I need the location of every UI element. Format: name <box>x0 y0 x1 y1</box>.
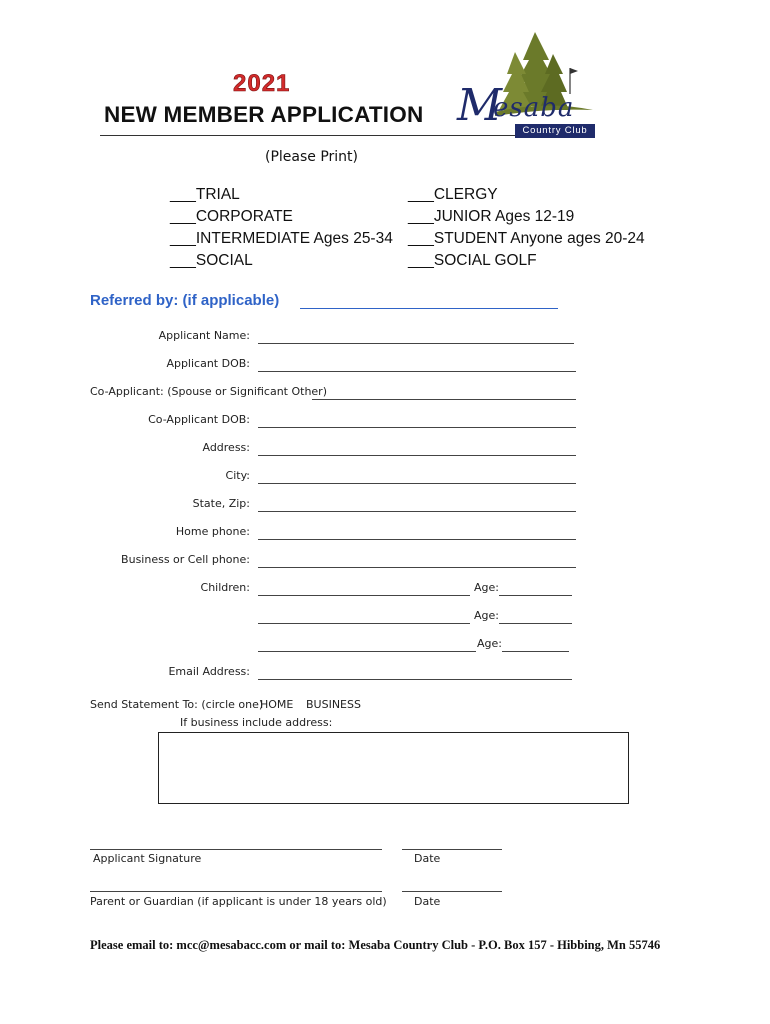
child-age-label-2: Age: <box>474 609 499 622</box>
business-phone-label: Business or Cell phone: <box>121 553 250 566</box>
option-trial[interactable]: ___TRIAL <box>170 186 240 203</box>
address-field[interactable] <box>258 455 576 456</box>
applicant-signature-field[interactable] <box>90 849 382 850</box>
applicant-name-field[interactable] <box>258 343 574 344</box>
home-phone-label: Home phone: <box>175 525 250 538</box>
form-title: NEW MEMBER APPLICATION <box>104 102 424 127</box>
business-address-box[interactable] <box>158 732 629 804</box>
option-intermediate[interactable]: ___INTERMEDIATE Ages 25-34 <box>170 230 393 247</box>
statement-business-option[interactable]: BUSINESS <box>306 698 361 711</box>
form-year: 2021 <box>233 70 291 97</box>
co-applicant-label: Co-Applicant: (Spouse or Significant Other) <box>90 385 327 398</box>
svg-text:M: M <box>457 80 503 131</box>
business-address-note: If business include address: <box>180 716 333 729</box>
guardian-date-label: Date <box>414 895 441 908</box>
child-age-field-1[interactable] <box>499 595 572 596</box>
child-name-field-2[interactable] <box>258 623 470 624</box>
option-social[interactable]: ___SOCIAL <box>170 252 253 269</box>
child-name-field-3[interactable] <box>258 651 476 652</box>
option-student[interactable]: ___STUDENT Anyone ages 20-24 <box>408 230 645 247</box>
mesaba-logo <box>455 30 595 140</box>
state-zip-field[interactable] <box>258 511 576 512</box>
child-age-label-3: Age: <box>477 637 502 650</box>
guardian-signature-label: Parent or Guardian (if applicant is under 18 years old) <box>90 895 387 908</box>
guardian-date-field[interactable] <box>402 891 502 892</box>
applicant-date-field[interactable] <box>402 849 502 850</box>
applicant-name-label: Applicant Name: <box>158 329 250 342</box>
option-clergy[interactable]: ___CLERGY <box>408 186 498 203</box>
referred-by-label: Referred by: (if applicable) <box>90 292 280 309</box>
send-statement-label: Send Statement To: (circle one) <box>90 698 264 711</box>
address-label: Address: <box>202 441 250 454</box>
please-print-note: (Please Print) <box>265 149 359 165</box>
statement-home-option[interactable]: HOME <box>260 698 294 711</box>
applicant-dob-label: Applicant DOB: <box>166 357 250 370</box>
state-zip-label: State, Zip: <box>192 497 250 510</box>
email-label: Email Address: <box>168 665 250 678</box>
child-age-label-1: Age: <box>474 581 499 594</box>
applicant-signature-label: Applicant Signature <box>93 852 202 865</box>
co-applicant-dob-label: Co-Applicant DOB: <box>148 413 250 426</box>
co-applicant-field[interactable] <box>312 399 576 400</box>
guardian-signature-field[interactable] <box>90 891 382 892</box>
svg-text:esaba: esaba <box>493 93 575 123</box>
option-junior[interactable]: ___JUNIOR Ages 12-19 <box>408 208 575 225</box>
child-name-field-1[interactable] <box>258 595 470 596</box>
co-applicant-dob-field[interactable] <box>258 427 576 428</box>
referred-by-field[interactable] <box>300 308 558 309</box>
applicant-dob-field[interactable] <box>258 371 576 372</box>
footer-contact: Please email to: mcc@mesabacc.com or mail to: Mesaba Country Club - P.O. Box 157 - Hibbing, Mn 55746 <box>90 938 661 952</box>
option-corporate[interactable]: ___CORPORATE <box>170 208 293 225</box>
option-social-golf[interactable]: ___SOCIAL GOLF <box>408 252 537 269</box>
email-field[interactable] <box>258 679 572 680</box>
home-phone-field[interactable] <box>258 539 576 540</box>
city-label: City: <box>225 469 250 482</box>
applicant-date-label: Date <box>414 852 441 865</box>
child-age-field-2[interactable] <box>499 623 572 624</box>
city-field[interactable] <box>258 483 576 484</box>
logo-subtitle: Country Club <box>522 125 588 136</box>
child-age-field-3[interactable] <box>502 651 569 652</box>
business-phone-field[interactable] <box>258 567 576 568</box>
children-label: Children: <box>200 581 250 594</box>
